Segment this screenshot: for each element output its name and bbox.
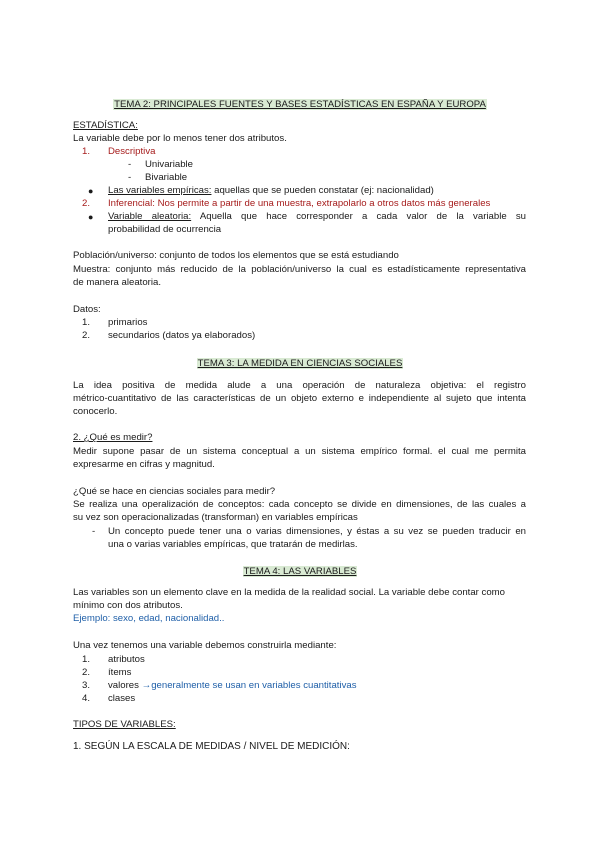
list-item-variable-aleatoria xyxy=(108,211,526,223)
tema3-title: TEMA 3: LA MEDIDA EN CIENCIAS SOCIALES xyxy=(197,358,403,369)
estadistica-label: ESTADÍSTICA: xyxy=(73,120,138,131)
tema2-title-row xyxy=(0,99,600,111)
list-marker: 1. xyxy=(81,654,90,665)
construir-item-clases: clases xyxy=(108,693,136,704)
datos-item-secundarios: secundarios (datos ya elaborados) xyxy=(108,330,256,341)
list-marker: 2. xyxy=(81,667,90,678)
list-item-inferencial: Inferencial: Nos permite a partir de una muestra, extrapolarlo a otros datos más generales xyxy=(108,198,491,209)
term-label: Variable aleatoria: xyxy=(108,211,192,222)
ciencias-sociales-text-cont: su vez son operacionalizadas (transforman) en variables empíricas xyxy=(73,512,358,523)
list-marker: 2. xyxy=(81,198,90,209)
que-es-medir-text-cont: expresarme en cifras y magnitud. xyxy=(73,459,215,470)
list-item-descriptiva: Descriptiva xyxy=(108,146,156,157)
list-marker: 3. xyxy=(81,680,90,691)
construir-item-atributos: atributos xyxy=(108,654,145,665)
tema3-paragraph-end: conocerlo. xyxy=(73,406,118,417)
que-es-medir-heading: 2. ¿Qué es medir? xyxy=(73,432,153,443)
dash-marker: - xyxy=(128,172,132,183)
bullet-icon: ● xyxy=(88,186,94,196)
term-definition: Aquella que hace corresponder a cada valor de la variable su xyxy=(191,211,526,222)
bullet-icon: ● xyxy=(88,212,94,222)
variables-intro-cont: mínimo con dos atributos. xyxy=(73,600,183,611)
poblacion-definition: Población/universo: conjunto de todos los elementos que se está estudiando xyxy=(73,250,399,261)
muestra-definition: Muestra: conjunto más reducido de la población/universo la cual es estadísticamente representativa xyxy=(73,264,526,275)
list-item-univariable: Univariable xyxy=(145,159,193,170)
escala-medidas-heading: 1. SEGÚN LA ESCALA DE MEDIDAS / NIVEL DE MEDICIÓN: xyxy=(73,741,350,752)
tipos-variables-heading: TIPOS DE VARIABLES: xyxy=(73,719,176,730)
muestra-definition-cont: de manera aleatoria. xyxy=(73,277,161,288)
dash-marker: - xyxy=(128,159,132,170)
dash-marker: - xyxy=(92,526,96,537)
construir-variable-text: Una vez tenemos una variable debemos construirla mediante: xyxy=(73,640,337,651)
tema3-paragraph-cont: métrico-cuantitativo de las características de un objeto externo e independiente al sujeto que intenta xyxy=(73,393,526,404)
list-marker: 4. xyxy=(81,693,90,704)
estadistica-intro: La variable debe por lo menos tener dos atributos. xyxy=(73,133,287,144)
construir-item-items: ítems xyxy=(108,667,132,678)
term-label: Las variables empíricas: xyxy=(108,185,212,196)
term-definition: aquellas que se pueden constatar (ej: nacionalidad) xyxy=(211,185,434,196)
tema4-title-row xyxy=(0,566,600,578)
variables-example: Ejemplo: sexo, edad, nacionalidad.. xyxy=(73,613,225,624)
ciencias-sociales-text: Se realiza una operalización de conceptos: cada concepto se divide en dimensiones, de las cuales a xyxy=(73,499,526,510)
tema3-title-row xyxy=(0,358,600,370)
list-item-variable-aleatoria-cont: probabilidad de ocurrencia xyxy=(108,224,222,235)
que-es-medir-text: Medir supone pasar de un sistema conceptual a un sistema empírico formal. el cual me permita xyxy=(73,446,526,457)
valores-label: valores xyxy=(108,680,139,691)
datos-item-primarios: primarios xyxy=(108,317,148,328)
tema3-paragraph: La idea positiva de medida alude a una operación de naturaleza objetiva: el registro xyxy=(73,380,526,391)
list-marker: 2. xyxy=(81,330,90,341)
list-item-variables-empiricas xyxy=(108,185,434,197)
construir-item-valores xyxy=(108,680,357,692)
list-marker: 1. xyxy=(81,317,90,328)
tema2-title: TEMA 2: PRINCIPALES FUENTES Y BASES ESTADÍSTICAS EN ESPAÑA Y EUROPA xyxy=(114,99,486,110)
ciencias-sociales-question: ¿Qué se hace en ciencias sociales para medir? xyxy=(73,486,276,497)
datos-label: Datos: xyxy=(73,304,101,315)
concepto-dimensiones-text: Un concepto puede tener una o varias dimensiones, y éstas a su vez se pueden traducir en xyxy=(108,526,526,537)
list-item-bivariable: Bivariable xyxy=(145,172,188,183)
valores-note: →generalmente se usan en variables cuantitativas xyxy=(138,680,357,691)
tema4-title: TEMA 4: LAS VARIABLES xyxy=(243,566,357,577)
list-marker: 1. xyxy=(81,146,90,157)
variables-intro: Las variables son un elemento clave en la medida de la realidad social. La variable debe contar como xyxy=(73,587,505,598)
concepto-dimensiones-text-cont: una o varias variables empíricas, que tratarán de medirlas. xyxy=(108,539,358,550)
